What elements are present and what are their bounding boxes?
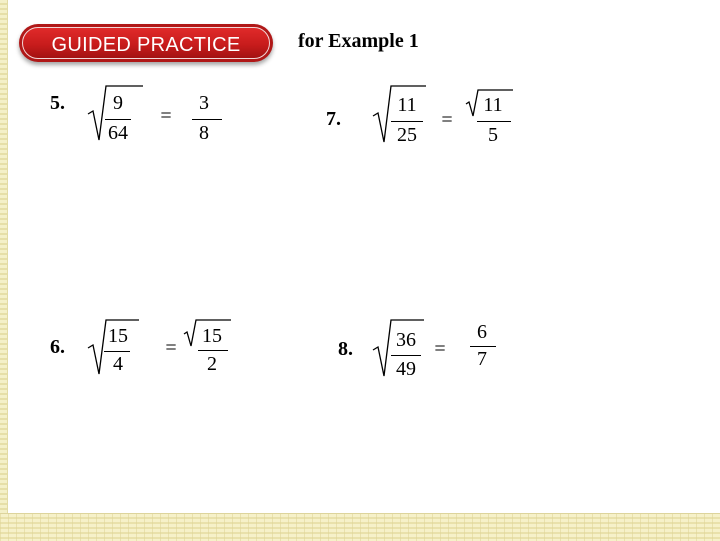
fraction-bar — [391, 355, 421, 356]
fraction-numerator: 6 — [477, 321, 487, 343]
fraction-bar — [192, 119, 222, 120]
fraction-bar — [477, 121, 511, 122]
problem-number: 5. — [50, 92, 65, 114]
fraction-bar — [105, 119, 131, 120]
problem-number: 6. — [50, 336, 65, 358]
equals-sign: = — [160, 105, 172, 127]
left-margin-rule — [0, 0, 8, 540]
fraction-bar — [104, 351, 130, 352]
page-subtitle: for Example 1 — [298, 30, 419, 52]
fraction-denominator: 7 — [477, 348, 487, 370]
problem-number: 8. — [338, 338, 353, 360]
banner-label: GUIDED PRACTICE — [51, 34, 241, 56]
guided-practice-banner — [19, 24, 273, 62]
fraction-denominator: 5 — [488, 124, 498, 146]
fraction-denominator: 25 — [397, 124, 417, 146]
fraction-numerator: 11 — [483, 94, 503, 116]
fraction-bar — [198, 350, 228, 351]
fraction-numerator: 3 — [199, 92, 209, 114]
problem-number: 7. — [326, 108, 341, 130]
fraction-denominator: 49 — [396, 358, 416, 380]
bottom-margin-rule — [0, 513, 720, 541]
fraction-bar — [391, 121, 423, 122]
equals-sign: = — [434, 338, 446, 360]
fraction-numerator: 15 — [202, 325, 222, 347]
equals-sign: = — [165, 337, 177, 359]
fraction-denominator: 64 — [108, 122, 128, 144]
fraction-numerator: 36 — [396, 329, 416, 351]
fraction-numerator: 11 — [397, 94, 417, 116]
fraction-numerator: 9 — [113, 92, 123, 114]
fraction-denominator: 2 — [207, 353, 217, 375]
fraction-denominator: 4 — [113, 353, 123, 375]
fraction-numerator: 15 — [108, 325, 128, 347]
fraction-bar — [470, 346, 496, 347]
equals-sign: = — [441, 109, 453, 131]
fraction-denominator: 8 — [199, 122, 209, 144]
banner-face — [22, 27, 270, 59]
